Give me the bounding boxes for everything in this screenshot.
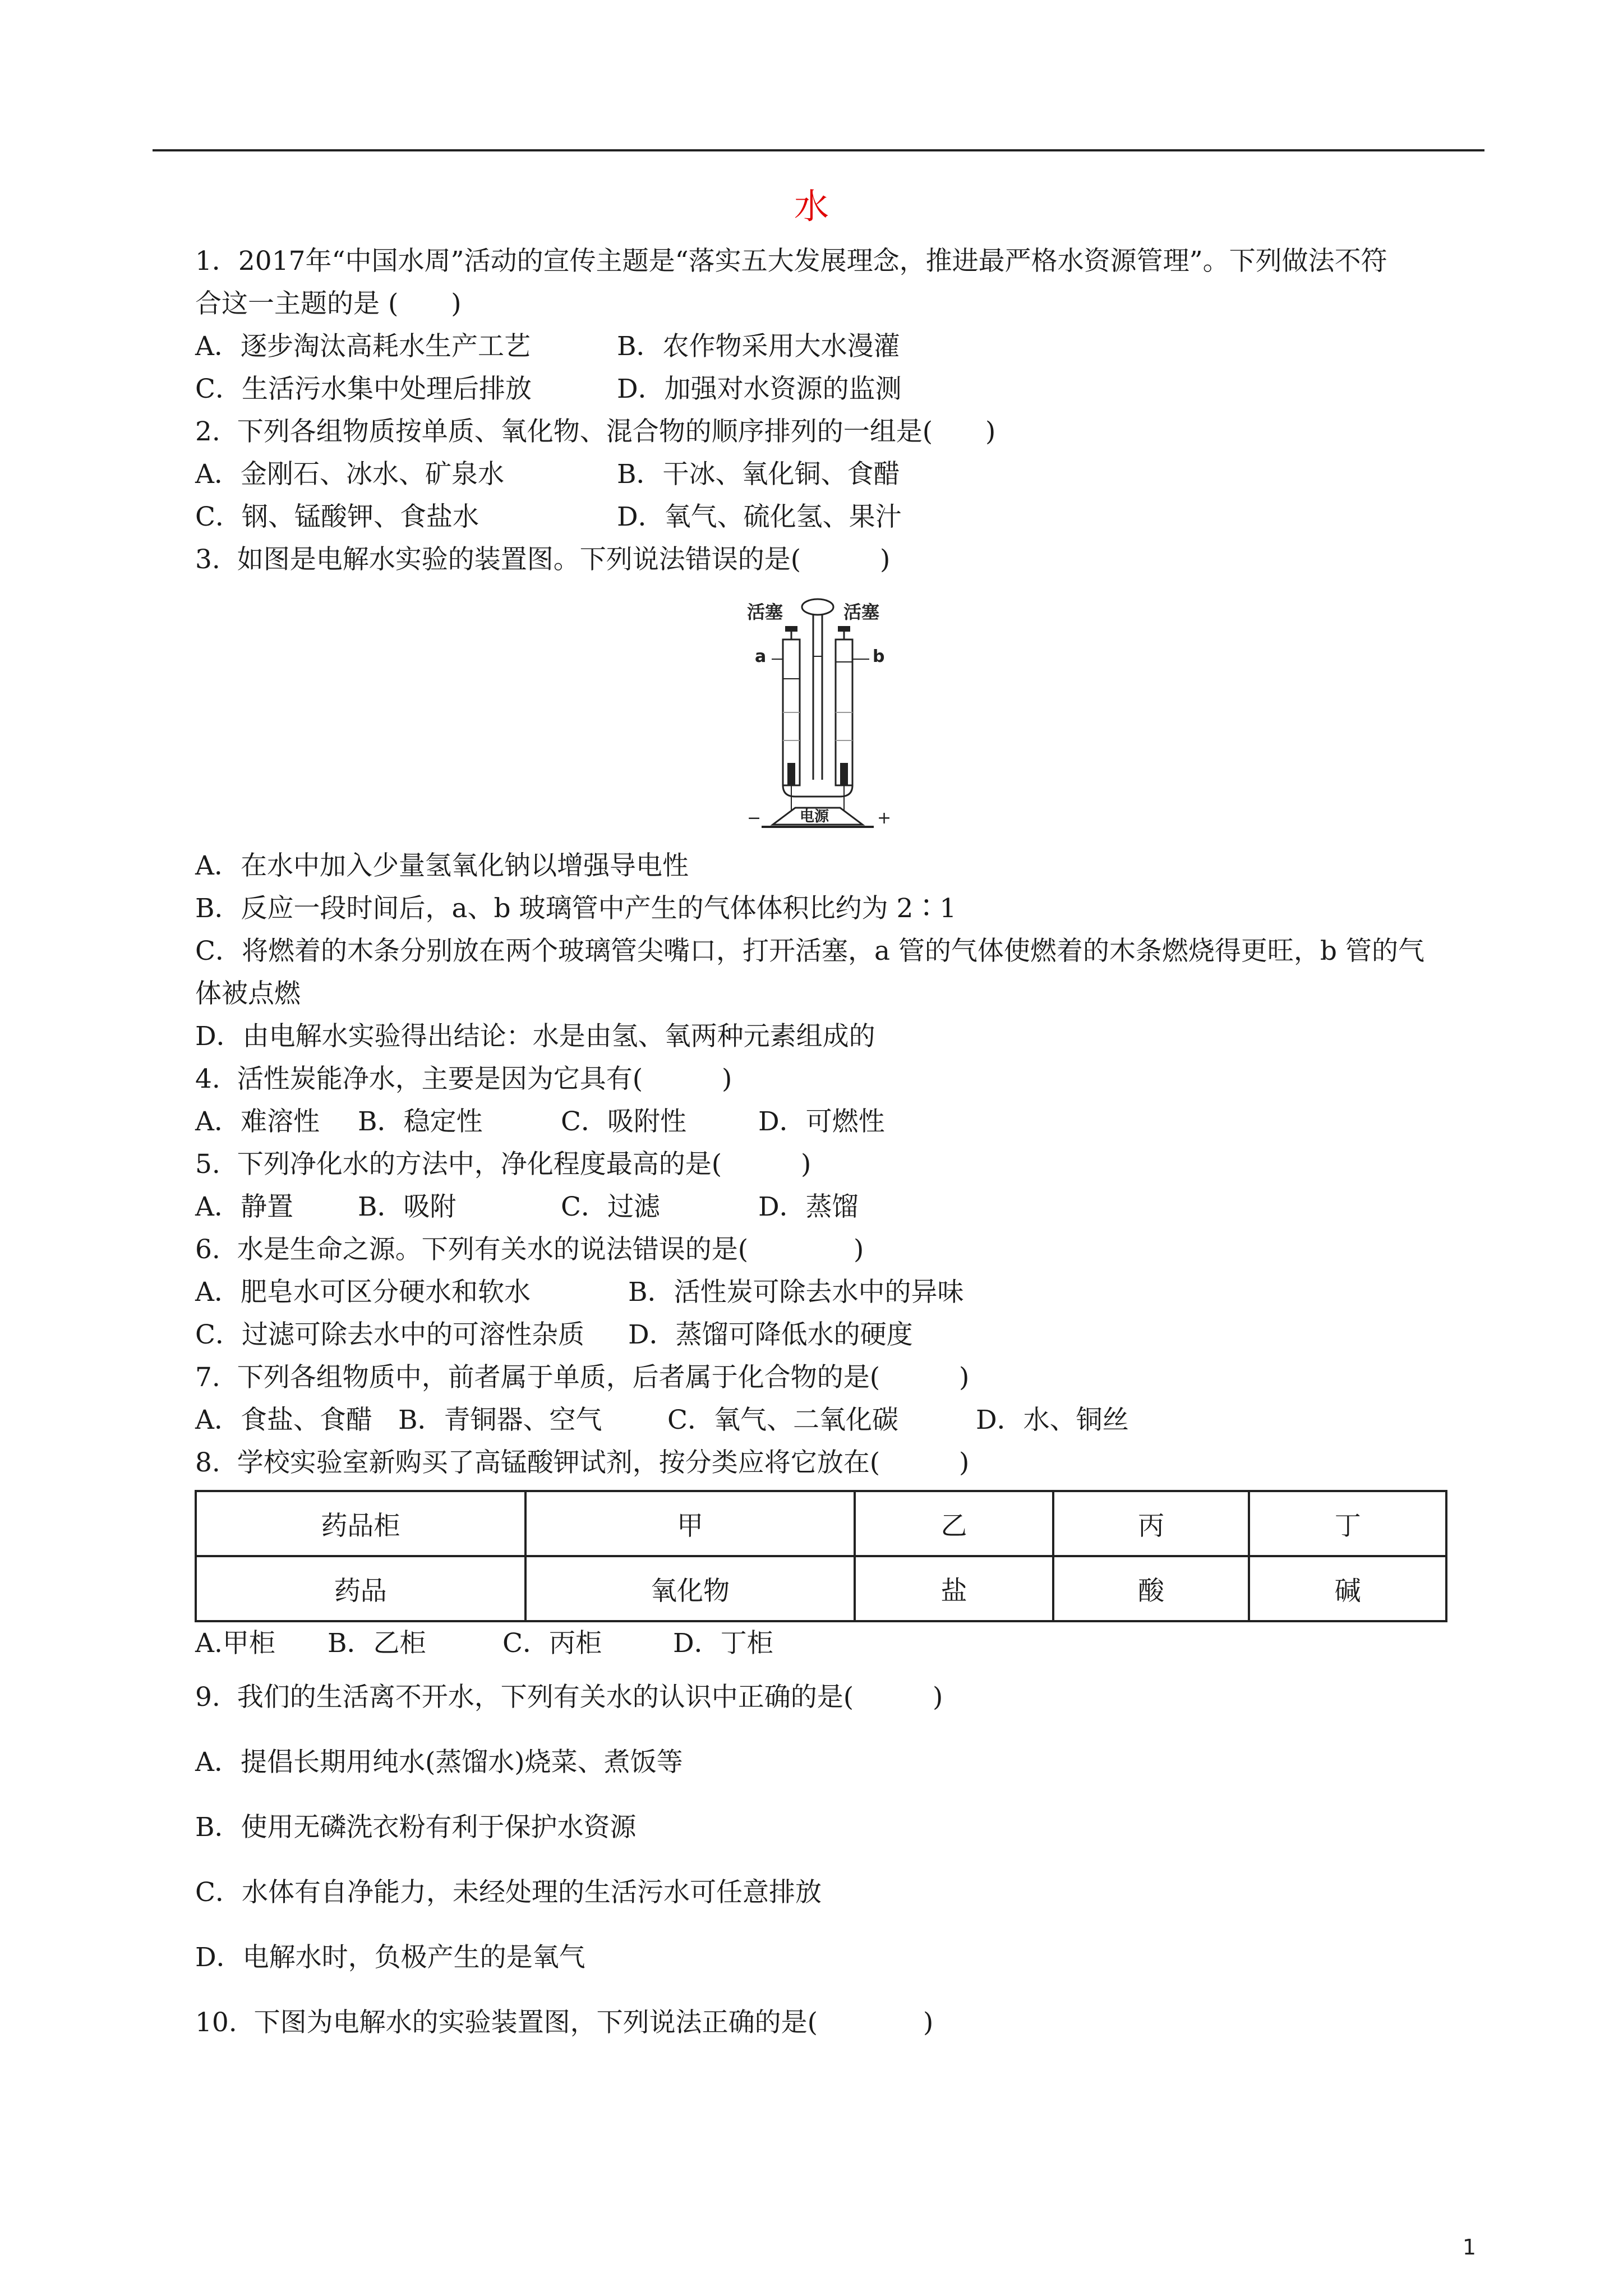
q5-option-c: C．过滤: [561, 1191, 660, 1222]
q8-option-d: D．丁柜: [673, 1628, 773, 1659]
q1-stem-line2: 合这一主题的是 ( ): [195, 288, 462, 319]
q8-option-b: B．乙柜: [328, 1628, 426, 1659]
q1-option-c: C．生活污水集中处理后排放: [195, 374, 532, 404]
figure-label-stopcock-left: 活塞: [747, 601, 783, 623]
q9-stem: 9. 我们的生活离不开水，下列有关水的认识中正确的是( ): [195, 1682, 943, 1713]
q9-option-c: C．水体有自净能力，未经处理的生活污水可任意排放: [195, 1877, 822, 1908]
q4-option-b: B．稳定性: [358, 1106, 483, 1137]
header-rule: [153, 149, 1484, 151]
q3-stem: 3. 如图是电解水实验的装置图。下列说法错误的是( ): [195, 544, 891, 575]
q1-option-b: B．农作物采用大水漫灌: [617, 331, 900, 362]
page-title: 水: [794, 186, 829, 227]
electrolysis-apparatus-figure: [739, 595, 896, 830]
table-cell: 乙: [855, 1491, 1053, 1556]
cabinet-table: [195, 1490, 1447, 1622]
table-cell: 药品柜: [196, 1491, 525, 1556]
table-row: [196, 1556, 1446, 1621]
q4-option-c: C．吸附性: [561, 1106, 686, 1137]
q8-option-c: C．丙柜: [502, 1628, 602, 1659]
table-cell: 碱: [1249, 1556, 1446, 1621]
q6-stem: 6. 水是生命之源。下列有关水的说法错误的是( ): [195, 1234, 864, 1265]
q2-stem: 2. 下列各组物质按单质、氧化物、混合物的顺序排列的一组是( ): [195, 416, 996, 447]
q2-option-c: C．钢、锰酸钾、食盐水: [195, 501, 479, 532]
figure-label-power: 电源: [800, 808, 829, 825]
q6-option-c: C．过滤可除去水中的可溶性杂质: [195, 1319, 584, 1350]
q1-option-a: A．逐步淘汰高耗水生产工艺: [195, 331, 531, 362]
q4-option-d: D．可燃性: [758, 1106, 885, 1137]
q3-option-a: A．在水中加入少量氢氧化钠以增强导电性: [195, 850, 689, 881]
figure-label-minus: −: [747, 808, 762, 828]
q9-option-a: A．提倡长期用纯水(蒸馏水)烧菜、煮饭等: [195, 1747, 683, 1778]
q5-option-a: A．静置: [195, 1191, 293, 1222]
q1-option-d: D．加强对水资源的监测: [617, 374, 902, 404]
q1-stem-line1: 1．2017年“中国水周”活动的宣传主题是“落实五大发展理念，推进最严格水资源管理”。下列做法不符: [195, 246, 1387, 277]
q9-option-d: D．电解水时，负极产生的是氧气: [195, 1942, 585, 1973]
q7-option-b: B．青铜器、空气: [398, 1405, 602, 1435]
figure-label-plus: +: [877, 808, 892, 828]
q2-option-a: A．金刚石、冰水、矿泉水: [195, 459, 504, 490]
q5-stem: 5. 下列净化水的方法中，净化程度最高的是( ): [195, 1149, 811, 1180]
page-number: 1: [1462, 2235, 1476, 2260]
q8-option-a: A.甲柜: [195, 1628, 275, 1659]
q5-option-d: D．蒸馏: [758, 1191, 859, 1222]
figure-label-stopcock-right: 活塞: [843, 601, 880, 623]
table-cell: 丙: [1053, 1491, 1249, 1556]
q5-option-b: B．吸附: [358, 1191, 457, 1222]
q9-option-b: B．使用无磷洗衣粉有利于保护水资源: [195, 1812, 637, 1843]
q6-option-b: B．活性炭可除去水中的异味: [628, 1277, 964, 1308]
q6-option-d: D．蒸馏可降低水的硬度: [628, 1319, 913, 1350]
q10-stem: 10. 下图为电解水的实验装置图，下列说法正确的是( ): [195, 2007, 934, 2038]
figure-label-a: a: [755, 647, 767, 666]
q7-option-c: C．氧气、二氧化碳: [667, 1405, 898, 1435]
table-cell: 氧化物: [525, 1556, 855, 1621]
q4-stem: 4. 活性炭能净水，主要是因为它具有( ): [195, 1064, 732, 1094]
table-cell: 丁: [1249, 1491, 1446, 1556]
q3-option-c-line1: C．将燃着的木条分别放在两个玻璃管尖嘴口，打开活塞，a 管的气体使燃着的木条燃烧得更旺，b 管的气: [195, 936, 1424, 967]
q6-option-a: A．肥皂水可区分硬水和软水: [195, 1277, 531, 1308]
q7-option-d: D．水、铜丝: [976, 1405, 1129, 1435]
table-cell: 盐: [855, 1556, 1053, 1621]
q2-option-b: B．干冰、氧化铜、食醋: [617, 459, 900, 490]
q7-stem: 7. 下列各组物质中，前者属于单质，后者属于化合物的是( ): [195, 1362, 970, 1393]
table-cell: 酸: [1053, 1556, 1249, 1621]
q3-option-d: D．由电解水实验得出结论：水是由氢、氧两种元素组成的: [195, 1021, 875, 1052]
q7-option-a: A．食盐、食醋: [195, 1405, 372, 1435]
q3-option-c-line2: 体被点燃: [195, 978, 301, 1009]
q2-option-d: D．氧气、硫化氢、果汁: [617, 501, 902, 532]
q8-stem: 8. 学校实验室新购买了高锰酸钾试剂，按分类应将它放在( ): [195, 1447, 970, 1478]
table-cell: 甲: [525, 1491, 855, 1556]
q4-option-a: A．难溶性: [195, 1106, 320, 1137]
figure-label-b: b: [873, 647, 885, 666]
table-cell: 药品: [196, 1556, 525, 1621]
table-row: [196, 1491, 1446, 1556]
q3-option-b: B．反应一段时间后，a、b 玻璃管中产生的气体体积比约为 2∶1: [195, 893, 957, 924]
